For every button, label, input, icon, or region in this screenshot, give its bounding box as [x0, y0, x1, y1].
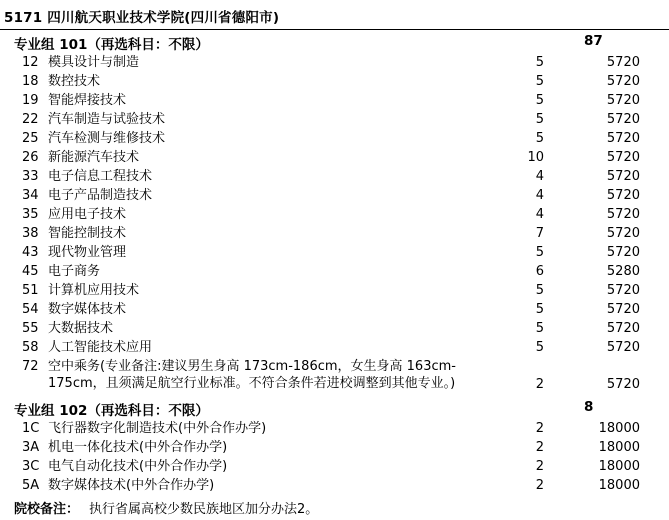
major-fee: 18000	[598, 440, 640, 455]
group-title: 专业组 102（再选科目：不限）	[14, 403, 209, 419]
major-fee: 5720	[606, 245, 640, 260]
group-header-102	[0, 398, 669, 420]
major-fee: 5720	[606, 188, 640, 203]
table-row	[0, 263, 669, 282]
major-fee: 5720	[606, 321, 640, 336]
major-name: 数控技术	[48, 74, 101, 89]
major-name: 电子信息工程技术	[48, 169, 153, 184]
major-fee: 5720	[606, 226, 640, 241]
major-code: 33	[22, 169, 39, 184]
table-row	[0, 225, 669, 244]
major-code: 34	[22, 188, 39, 203]
major-code: 12	[22, 55, 39, 70]
major-plan: 5	[535, 283, 544, 298]
major-fee: 5720	[606, 377, 640, 392]
major-fee: 5720	[606, 340, 640, 355]
major-name: 数字媒体技术(中外合作办学)	[48, 478, 215, 493]
major-plan: 4	[535, 207, 544, 222]
table-row	[0, 187, 669, 206]
table-row	[0, 244, 669, 263]
table-row	[0, 92, 669, 111]
table-row	[0, 168, 669, 187]
major-name: 计算机应用技术	[48, 283, 140, 298]
major-code: 54	[22, 302, 39, 317]
major-name: 人工智能技术应用	[48, 340, 153, 355]
major-code: 43	[22, 245, 39, 260]
major-plan: 5	[535, 131, 544, 146]
major-name: 空中乘务(专业备注:建议男生身高 173cm-186cm，女生身高 163cm-175cm，且须满足航空行业标准。不符合条件若进校调整到其他专业。)	[48, 359, 456, 391]
table-row	[0, 320, 669, 339]
major-name: 汽车制造与试验技术	[48, 112, 166, 127]
table-row	[0, 439, 669, 458]
table-row	[0, 420, 669, 439]
major-plan: 2	[535, 459, 544, 474]
group-plan-count: 87	[584, 33, 603, 49]
major-code: 58	[22, 340, 39, 355]
major-code: 19	[22, 93, 39, 108]
table-row	[0, 358, 669, 396]
major-plan: 10	[527, 150, 544, 165]
major-fee: 18000	[598, 459, 640, 474]
major-fee: 5720	[606, 207, 640, 222]
major-name: 智能焊接技术	[48, 93, 127, 108]
table-row	[0, 111, 669, 130]
table-row	[0, 130, 669, 149]
major-code: 3C	[22, 459, 40, 474]
school-header: 5171 四川航天职业技术学院(四川省德阳市)	[4, 10, 280, 26]
major-code: 25	[22, 131, 39, 146]
major-plan: 4	[535, 169, 544, 184]
table-row	[0, 458, 669, 477]
school-note	[0, 496, 669, 519]
major-fee: 5720	[606, 283, 640, 298]
major-code: 72	[22, 359, 39, 374]
major-name: 新能源汽车技术	[48, 150, 140, 165]
major-plan: 4	[535, 188, 544, 203]
major-plan: 2	[535, 421, 544, 436]
major-name: 机电一体化技术(中外合作办学)	[48, 440, 228, 455]
table-row	[0, 301, 669, 320]
major-name: 大数据技术	[48, 321, 114, 336]
major-fee: 5720	[606, 131, 640, 146]
major-name: 电气自动化技术(中外合作办学)	[48, 459, 228, 474]
major-plan: 2	[535, 478, 544, 493]
major-code: 35	[22, 207, 39, 222]
major-name: 应用电子技术	[48, 207, 127, 222]
major-plan: 5	[535, 245, 544, 260]
major-plan: 6	[535, 264, 544, 279]
major-code: 22	[22, 112, 39, 127]
major-plan: 5	[535, 340, 544, 355]
major-code: 55	[22, 321, 39, 336]
major-name: 电子商务	[48, 264, 101, 279]
major-fee: 5720	[606, 150, 640, 165]
major-fee: 18000	[598, 478, 640, 493]
group-101-block	[0, 32, 669, 54]
major-plan: 2	[535, 440, 544, 455]
major-plan: 5	[535, 321, 544, 336]
note-text: 执行省属高校少数民族地区加分办法2。	[89, 502, 319, 517]
major-plan: 5	[535, 112, 544, 127]
major-plan: 5	[535, 55, 544, 70]
note-label: 院校备注：	[14, 502, 80, 517]
table-row	[0, 73, 669, 92]
header-divider	[0, 29, 669, 30]
major-name: 飞行器数字化制造技术(中外合作办学)	[48, 421, 267, 436]
major-name: 现代物业管理	[48, 245, 127, 260]
major-plan: 2	[535, 377, 544, 392]
major-name: 汽车检测与维修技术	[48, 131, 166, 146]
major-code: 45	[22, 264, 39, 279]
major-fee: 5280	[606, 264, 640, 279]
major-name: 智能控制技术	[48, 226, 127, 241]
table-row	[0, 149, 669, 168]
major-fee: 5720	[606, 302, 640, 317]
major-fee: 5720	[606, 112, 640, 127]
major-code: 26	[22, 150, 39, 165]
major-fee: 5720	[606, 169, 640, 184]
major-plan: 5	[535, 93, 544, 108]
group-title: 专业组 101（再选科目：不限）	[14, 37, 209, 53]
group-header-101	[0, 32, 669, 54]
group-plan-count: 8	[584, 399, 594, 415]
table-row	[0, 339, 669, 358]
major-code: 1C	[22, 421, 40, 436]
major-code: 38	[22, 226, 39, 241]
major-fee: 5720	[606, 55, 640, 70]
table-row	[0, 54, 669, 73]
table-row	[0, 477, 669, 496]
major-plan: 5	[535, 74, 544, 89]
major-fee: 18000	[598, 421, 640, 436]
major-code: 51	[22, 283, 39, 298]
major-code: 3A	[22, 440, 40, 455]
group-102-block	[0, 398, 669, 420]
major-fee: 5720	[606, 93, 640, 108]
major-plan: 7	[535, 226, 544, 241]
major-name: 电子产品制造技术	[48, 188, 153, 203]
major-code: 5A	[22, 478, 40, 493]
table-row	[0, 282, 669, 301]
major-code: 18	[22, 74, 39, 89]
major-fee: 5720	[606, 74, 640, 89]
major-name: 模具设计与制造	[48, 55, 140, 70]
major-name: 数字媒体技术	[48, 302, 127, 317]
table-row	[0, 206, 669, 225]
major-plan: 5	[535, 302, 544, 317]
